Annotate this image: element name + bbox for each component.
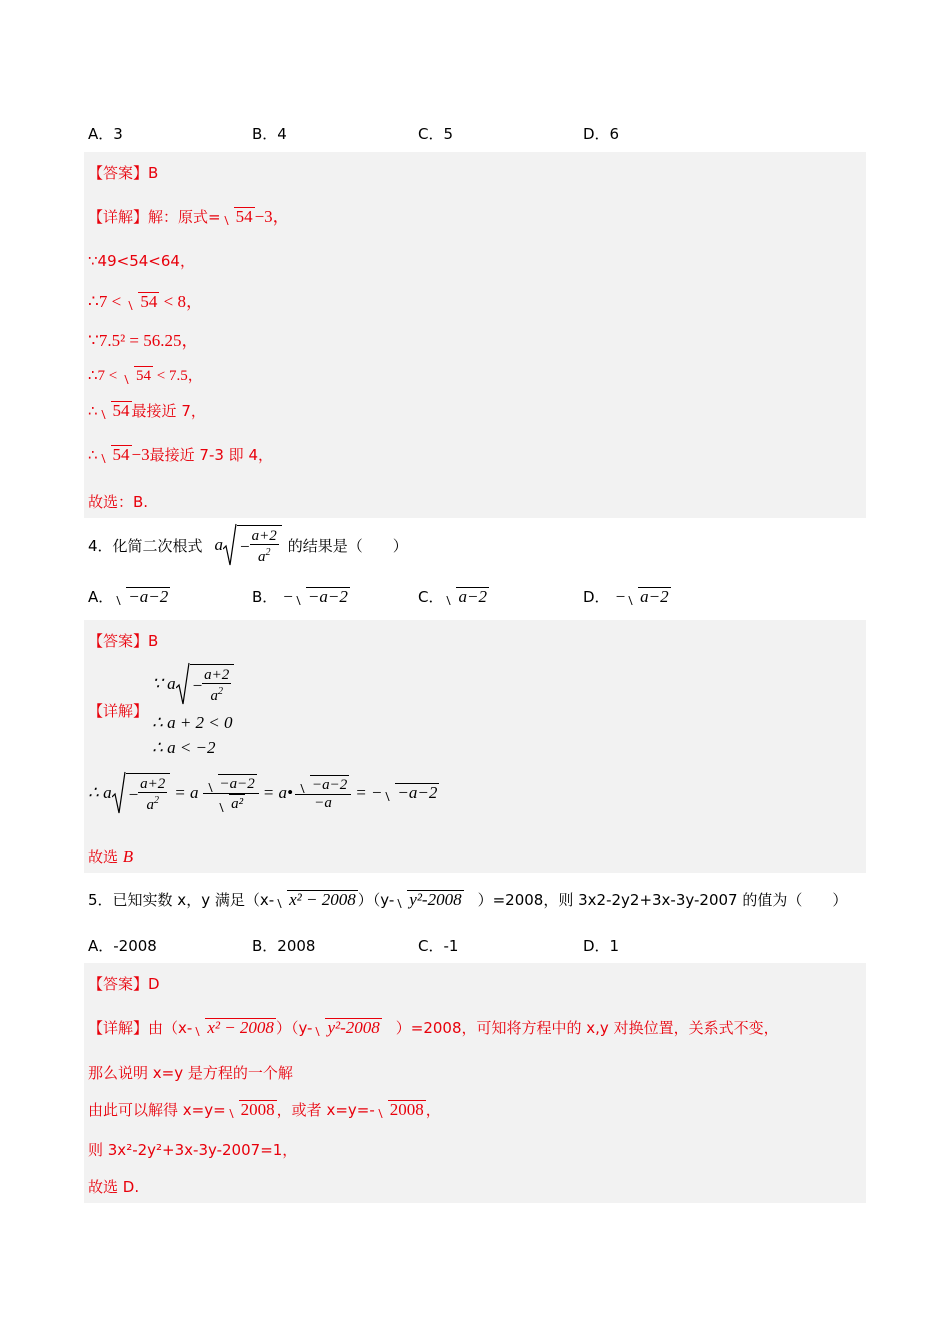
radicand: 54 [140,292,158,311]
q4-option-c [418,586,489,607]
detail-text: ∵ a [152,674,176,693]
q4-option-a [88,586,170,607]
minus-sign: − [128,784,139,804]
fraction [295,775,351,811]
radicand: 2008 [389,1100,424,1119]
detail-tag: 【详解】 [88,702,149,720]
denominator-base: a [210,688,218,704]
radicand: a−2 [640,587,669,606]
sqrt-expr [205,774,257,793]
radical-sign [223,523,237,567]
detail-text: ∴7 < [88,368,122,384]
q3-detail-line1 [88,202,290,227]
denominator [146,793,159,813]
answer-value: D [148,975,160,993]
detail-text: 故选 [88,848,123,866]
denominator [210,684,223,704]
sqrt-54 [125,292,159,312]
detail-text: −3， [254,207,290,226]
numerator: a+2 [204,667,230,683]
radicand: −a−2 [307,587,348,606]
q3-option-c: C．5 [418,125,454,143]
radical-sign [112,771,126,815]
fraction [202,667,231,704]
minus-sign: − [615,587,626,606]
detail-text: ∴ [88,446,98,464]
answer-tag: 【答案】 [88,164,149,182]
radicand: −a−2 [219,775,255,792]
radicand [237,525,282,565]
radicand: a−2 [458,587,487,606]
option-label: C． [418,588,444,606]
detail-text: ）=2008，可知将方程中的 x,y 对换位置，关系式不变， [395,1019,779,1037]
minus-sign: − [240,536,250,556]
stem-text: 的结果是（ ） [287,536,408,555]
answer-tag: 【答案】 [88,632,149,650]
sqrt-fraction [112,771,171,815]
sqrt-expr [443,587,488,607]
q3-detail-line6 [88,400,206,421]
radicand: a² [231,795,244,812]
sqrt-fraction [223,523,282,567]
radicand: x² − 2008 [289,890,356,909]
q5-answer-line [88,973,160,994]
denominator [258,545,271,565]
detail-text: ∴ [88,402,98,420]
q4-stem [88,523,408,567]
q3-detail-line5 [88,364,203,385]
stem-text: 5．已知实数 x，y 满足（x- [88,891,275,909]
detail-text: ， [425,1101,441,1119]
exponent: 2 [217,686,223,697]
answer-value: B [148,164,159,182]
q4-final-line [88,771,439,815]
fraction [250,528,279,565]
q4-detail-line2: ∴ a + 2 < 0 [152,713,233,732]
sqrt-expr [293,587,350,607]
sqrt-expr [312,1018,381,1038]
denominator [216,794,245,813]
detail-text: ∴ a [88,783,112,802]
radicand: 2008 [240,1100,275,1119]
q3-detail-line4: ∵7.5² = 56.25， [88,331,199,350]
stem-text: 4．化简二次根式 [88,536,203,555]
q5-detail-line2: 那么说明 x=y 是方程的一个解 [88,1064,293,1082]
answer-value: B [148,632,159,650]
q5-detail-line4: 则 3x²-2y²+3x-3y-2007=1， [88,1141,298,1159]
radicand: −a−2 [311,777,348,793]
minus-sign: − [192,675,203,695]
detail-text: < 8， [159,292,203,311]
exponent: 2 [153,795,159,806]
option-label: D． [583,588,610,606]
detail-text: 由此可以解得 x=y= [88,1101,226,1119]
numerator [203,774,259,794]
answer-value: B [122,847,134,866]
minus-sign: − [283,587,293,606]
sqrt-2008 [226,1100,277,1120]
fraction [138,776,167,813]
sqrt-54 [98,445,132,465]
q4-choose-line [88,846,133,867]
detail-text: 解：原式= [148,208,221,226]
sqrt-2008 [375,1100,426,1120]
fraction [203,774,259,813]
answer-tag: 【答案】 [88,975,149,993]
detail-tag: 【详解】 [88,208,149,226]
q5-solution-box [84,963,866,1203]
q4-detail-line3: ∴ a < −2 [152,738,216,757]
sqrt-expr [382,783,439,803]
q5-option-a: A．-2008 [88,937,157,955]
numerator [295,775,351,795]
radicand: 54 [112,445,130,464]
sqrt-54 [221,207,255,227]
q3-answer-line [88,162,158,183]
detail-text: 最接近 7， [131,402,206,420]
radicand: y²-2008 [409,890,462,909]
detail-text: 最接近 7-3 即 4， [149,446,273,464]
q3-detail-line2: ∵49<54<64， [88,252,195,270]
radicand: −a−2 [397,783,438,802]
detail-tag: 【详解】 [88,1019,149,1037]
radical-sign [176,662,190,706]
q4-option-d [583,586,671,607]
q4-answer-line [88,630,158,651]
radicand: x² − 2008 [207,1018,274,1037]
sqrt-expr [297,775,349,794]
q3-detail-line7 [88,444,273,465]
sqrt-expr [216,794,245,813]
q5-option-b: B．2008 [252,937,316,955]
detail-text: < 7.5， [153,368,203,384]
sqrt-expr [192,1018,276,1038]
radicand: y²-2008 [327,1018,380,1037]
option-label: B． [252,588,278,606]
q5-detail-line3 [88,1099,441,1120]
math-var: a [214,535,224,554]
radicand [190,664,235,704]
q3-option-b: B．4 [252,125,287,143]
q3-solution-box [84,152,866,518]
detail-text: ∴7 < [88,292,126,311]
radicand: 54 [112,401,130,420]
detail-text: 由（x- [148,1019,193,1037]
q3-detail-line3 [88,287,203,312]
denominator: −a [314,795,332,811]
q4-option-b [252,586,350,607]
q4-detail-line1 [152,662,234,706]
sqrt-expr [625,587,670,607]
equals: = a [174,783,199,802]
radicand [126,773,171,813]
numerator: a+2 [140,776,166,792]
radicand: 54 [235,207,253,226]
q3-detail-line8: 故选：B. [88,493,149,511]
sqrt-fraction [176,662,235,706]
q3-option-d: D．6 [583,125,620,143]
exponent: 2 [265,547,271,558]
q5-option-d: D．1 [583,937,620,955]
sqrt-expr [113,587,170,607]
q5-option-c: C．-1 [418,937,459,955]
stem-text: ）=2008，则 3x2-2y2+3x-3y-2007 的值为（ ） [477,891,848,909]
sqrt-expr [394,890,463,910]
sqrt-expr [274,890,358,910]
stem-text: ）（y- [357,891,395,909]
equals: = − [355,783,383,802]
detail-text: ）（y- [275,1019,313,1037]
detail-text: ，或者 x=y=- [276,1101,375,1119]
q5-stem [88,889,847,910]
q4-solution-box [84,620,866,873]
q5-detail-line1 [88,1017,779,1038]
sqrt-54 [121,366,153,385]
q5-detail-line5: 故选 D. [88,1178,140,1196]
detail-text: −3 [131,445,150,464]
equals: = a• [262,783,293,802]
q3-option-a: A．3 [88,125,123,143]
denominator-base: a [257,549,266,565]
radicand: −a−2 [128,587,169,606]
denominator-base: a [146,797,154,813]
radicand: 54 [136,368,152,384]
numerator: a+2 [251,528,277,544]
option-label: A． [88,588,114,606]
sqrt-54 [98,401,132,421]
